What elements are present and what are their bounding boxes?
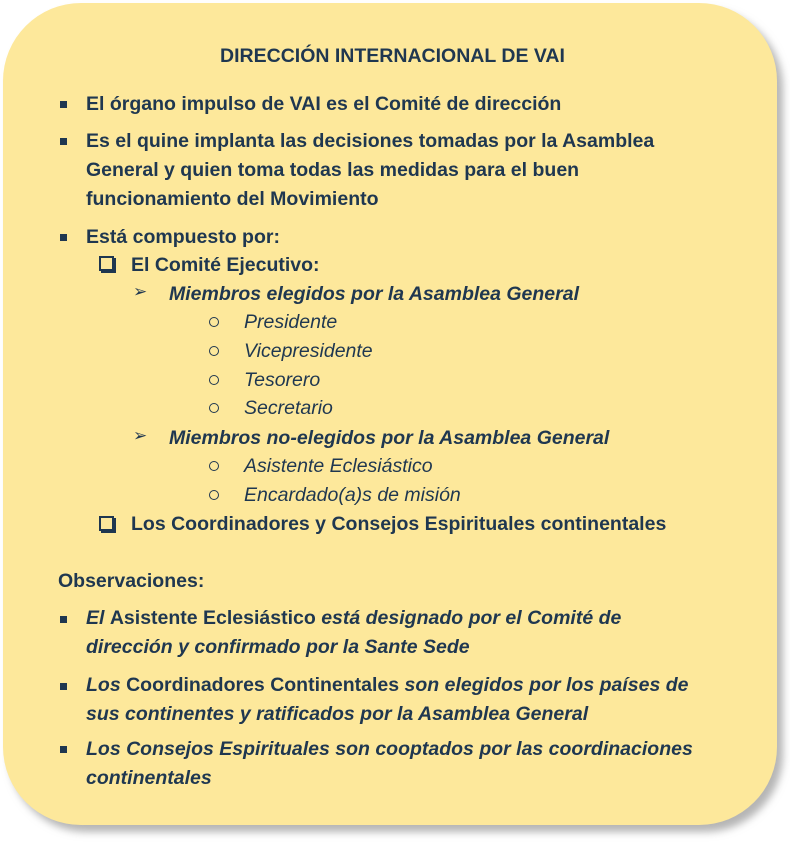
circle-bullet-icon: [209, 375, 219, 385]
square-bullet-icon: [60, 746, 67, 753]
circle-bullet-icon: [209, 317, 219, 327]
observation-text: Los Consejos Espirituales son cooptados por las coordinaciones: [86, 738, 693, 760]
observations-heading: Observaciones:: [58, 570, 205, 592]
observation-text: sus continentes y ratificados por la Asamblea General: [86, 703, 589, 725]
member-item: Asistente Eclesiástico: [244, 455, 433, 477]
non-elected-label: Miembros no-elegidos por la Asamblea General: [169, 427, 610, 449]
coordinators-label: Los Coordinadores y Consejos Espirituales continentales: [131, 513, 667, 535]
executive-label: El Comité Ejecutivo:: [131, 254, 320, 276]
member-item: Vicepresidente: [244, 340, 373, 362]
member-item: Tesorero: [244, 369, 321, 391]
square-bullet-icon: [60, 616, 67, 623]
observation-text: dirección y confirmado por la Sante Sede: [86, 636, 470, 658]
square-bullet-icon: [60, 101, 67, 108]
bullet-text: Está compuesto por:: [86, 226, 280, 248]
square-bullet-icon: [60, 234, 67, 241]
square-bullet-icon: [60, 138, 67, 145]
member-item: Presidente: [244, 311, 338, 333]
arrow-bullet-icon: ➢: [133, 426, 148, 445]
arrow-bullet-icon: ➢: [133, 282, 148, 301]
observation-text: El Asistente Eclesiástico está designado por el Comité de: [86, 607, 622, 629]
circle-bullet-icon: [209, 403, 219, 413]
member-item: Encardado(a)s de misión: [244, 484, 461, 506]
bullet-text: El órgano impulso de VAI es el Comité de dirección: [86, 93, 562, 115]
square-bullet-icon: [60, 683, 67, 690]
bullet-text: Es el quine implanta las decisiones tomadas por la Asamblea: [86, 130, 655, 152]
checkbox-bullet-icon: [99, 256, 114, 271]
circle-bullet-icon: [209, 346, 219, 356]
observation-text: continentales: [86, 767, 212, 789]
member-item: Secretario: [244, 397, 333, 419]
elected-label: Miembros elegidos por la Asamblea General: [169, 283, 579, 305]
bullet-text: funcionamiento del Movimiento: [86, 188, 379, 210]
circle-bullet-icon: [209, 461, 219, 471]
card-title: DIRECCIÓN INTERNACIONAL DE VAI: [220, 45, 565, 67]
bullet-text: General y quien toma todas las medidas para el buen: [86, 159, 580, 181]
observation-text: Los Coordinadores Continentales son elegidos por los países de: [86, 674, 689, 696]
circle-bullet-icon: [209, 490, 219, 500]
checkbox-bullet-icon: [99, 516, 114, 531]
